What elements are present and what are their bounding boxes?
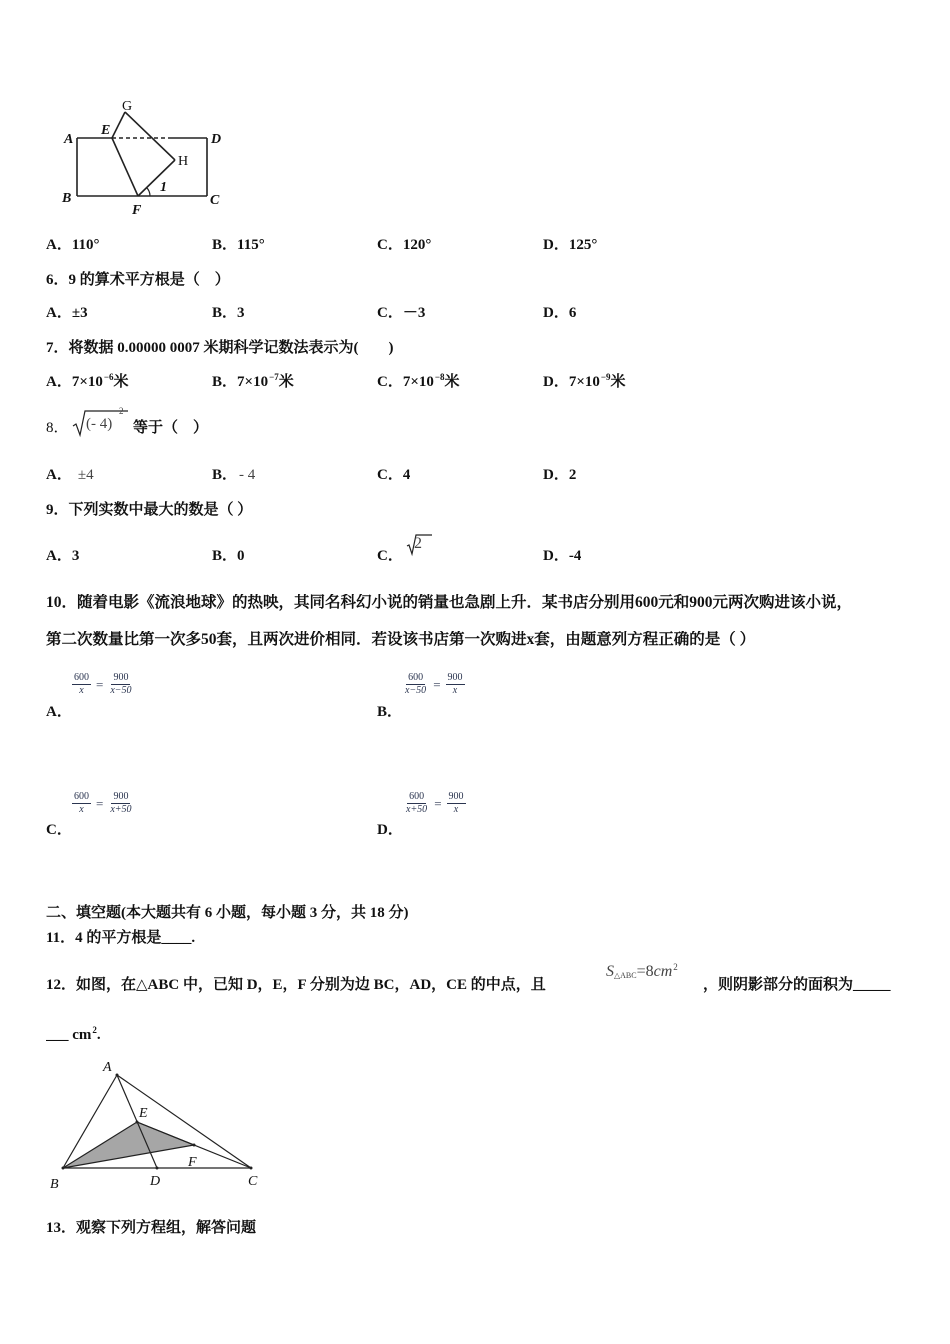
- shaded-triangle-bef: [63, 1122, 194, 1168]
- option-letter: C．: [377, 237, 403, 253]
- q7-option-b: [212, 373, 294, 391]
- denominator: x+50: [406, 804, 428, 815]
- option-letter: D．: [543, 305, 569, 321]
- denominator: x−50: [405, 685, 427, 696]
- option-unit: 米: [610, 374, 626, 390]
- q12-line2: [46, 1026, 101, 1044]
- option-text: -4: [568, 548, 582, 564]
- q8-option-c: [377, 466, 410, 484]
- option-letter: C．: [377, 548, 403, 564]
- q6-option-c: [377, 304, 425, 322]
- option-base: 7×10: [568, 374, 600, 390]
- option-text: 3: [237, 305, 245, 321]
- option-letter: C．: [377, 467, 403, 483]
- label-d: D: [150, 1174, 161, 1189]
- label-g: G: [122, 99, 133, 114]
- numerator: 600: [408, 672, 424, 683]
- option-exponent: −9: [600, 373, 611, 382]
- option-unit: 米: [278, 374, 294, 390]
- fraction-left: [403, 672, 428, 697]
- point-b: [62, 1167, 65, 1170]
- option-letter: A．: [46, 237, 72, 253]
- option-letter: B．: [212, 374, 238, 390]
- label-b: B: [62, 191, 72, 206]
- point-c: [250, 1167, 253, 1170]
- q7-option-a: [46, 373, 129, 391]
- area-symbol: S: [606, 963, 614, 980]
- q9-option-a: [46, 547, 79, 565]
- rectangle-fold-figure: [40, 90, 240, 220]
- q8-radicand: (- 4): [86, 416, 113, 432]
- fraction-right: [447, 791, 466, 816]
- point-d: [156, 1167, 159, 1170]
- option-text: 6: [568, 305, 577, 321]
- fraction-right: [108, 791, 133, 816]
- option-letter: B．: [212, 548, 238, 564]
- option-text: 110°: [71, 237, 100, 253]
- fraction-left: [404, 791, 429, 816]
- q8-option-b: [212, 466, 255, 484]
- q7-option-d: [543, 373, 626, 391]
- denominator: x: [79, 804, 84, 815]
- numerator: 900: [447, 672, 463, 683]
- option-base: 7×10: [402, 374, 434, 390]
- option-letter: C．: [377, 374, 403, 390]
- triangle-midpoint-figure: [40, 1055, 270, 1195]
- equals-sign: =: [433, 676, 441, 692]
- q12-stem-after: ，则阴影部分的面积为_____: [703, 977, 891, 993]
- point-a: [116, 1074, 119, 1077]
- option-text: 115°: [237, 237, 265, 253]
- fraction-right: [446, 672, 465, 697]
- label-f: F: [132, 203, 142, 218]
- period: .: [96, 1027, 101, 1043]
- q11-stem: 11．4 的平方根是____.: [46, 930, 196, 946]
- label-h: H: [178, 154, 189, 169]
- fraction-right: [108, 672, 133, 697]
- equals-sign: =: [434, 795, 442, 811]
- fraction-left: [72, 791, 91, 816]
- label-a: A: [103, 1060, 112, 1075]
- q10-option-a-equation: [72, 672, 134, 697]
- q10-option-d-letter: D．: [377, 822, 403, 838]
- q8-option-a: [46, 466, 94, 484]
- label-d: D: [211, 132, 222, 147]
- q7-stem: 7．将数据 0.00000 0007 米期科学记数法表示为( ): [46, 340, 394, 356]
- q8-tail: 等于（ ）: [133, 420, 209, 436]
- option-text: - 4: [239, 467, 256, 483]
- option-exponent: −7: [269, 373, 279, 382]
- numerator: 900: [113, 672, 129, 683]
- q9-option-d: [543, 547, 581, 565]
- q8-number: 8．: [46, 420, 69, 436]
- equals-sign: =: [96, 676, 104, 692]
- unit: cm: [72, 1027, 92, 1043]
- option-text: 125°: [568, 237, 598, 253]
- option-letter: A．: [46, 374, 72, 390]
- answer-blank: ___: [46, 1027, 69, 1043]
- q9-stem: 9．下列实数中最大的数是（ ）: [46, 502, 253, 518]
- q5-option-c: [377, 236, 431, 254]
- q10-option-c-letter: C．: [46, 822, 72, 838]
- q10-stem-line1: 10．随着电影《流浪地球》的热映，其同名科幻小说的销量也急剧上升．某书店分别用600元和900元两次购进该小说，: [46, 594, 853, 611]
- option-letter: A．: [46, 548, 72, 564]
- numerator: 600: [74, 672, 89, 683]
- q12-stem-before: 12．如图，在△ABC 中，已知 D，E，F 分别为边 BC，AD，CE 的中点，且: [46, 977, 546, 993]
- denominator: x: [453, 804, 459, 815]
- option-unit: 米: [113, 374, 129, 390]
- option-letter: D．: [543, 548, 569, 564]
- section-heading: 二、填空题(本大题共有 6 小题，每小题 3 分，共 18 分): [46, 905, 409, 921]
- q5-option-b: [212, 236, 265, 254]
- edge-g-h: [125, 112, 175, 160]
- option-text: 3: [71, 548, 80, 564]
- option-letter: D．: [543, 374, 569, 390]
- q5-option-d: [543, 236, 597, 254]
- numerator: 900: [448, 791, 464, 802]
- area-unit: cm: [653, 963, 673, 980]
- numerator: 600: [74, 791, 89, 802]
- option-letter: B．: [212, 467, 238, 483]
- q6-option-a: [46, 304, 88, 322]
- label-b: B: [50, 1177, 59, 1192]
- q10-option-b-letter: B．: [377, 704, 403, 720]
- denominator: x: [79, 685, 84, 696]
- option-base: 7×10: [71, 374, 103, 390]
- option-base: 7×10: [237, 374, 269, 390]
- option-text: ±4: [77, 467, 94, 483]
- label-e: E: [139, 1106, 148, 1121]
- q9-option-c: [377, 547, 403, 565]
- option-letter: C．: [377, 305, 403, 321]
- denominator: x−50: [110, 685, 132, 696]
- q6-option-d: [543, 304, 576, 322]
- angle-1-arc: [147, 188, 150, 196]
- option-letter: A．: [46, 467, 72, 483]
- q6-stem: 6．9 的算术平方根是（ ）: [46, 272, 230, 288]
- option-letter: A．: [46, 305, 72, 321]
- label-c: C: [248, 1174, 258, 1189]
- q10-option-c-equation: [72, 791, 134, 816]
- denominator: x: [452, 685, 458, 696]
- fraction-left: [72, 672, 91, 697]
- option-text: ±3: [71, 305, 88, 321]
- q10-option-d-equation: [404, 791, 466, 816]
- area-value: =8: [636, 963, 654, 980]
- q6-option-b: [212, 304, 245, 322]
- q10-option-b-equation: [403, 672, 465, 697]
- area-exponent: 2: [673, 962, 678, 972]
- label-c: C: [210, 193, 220, 208]
- q7-option-c: [377, 373, 460, 391]
- option-exponent: −6: [103, 373, 114, 382]
- q5-option-a: [46, 236, 100, 254]
- numerator: 600: [409, 791, 425, 802]
- q8-option-d: [543, 466, 576, 484]
- option-text: 120°: [402, 237, 432, 253]
- equals-sign: =: [96, 795, 104, 811]
- option-letter: D．: [543, 467, 569, 483]
- label-a: A: [64, 132, 74, 147]
- unit-exponent: 2: [92, 1026, 97, 1035]
- option-letter: D．: [543, 237, 569, 253]
- option-text: －3: [402, 305, 426, 321]
- edge-e-g: [112, 112, 125, 138]
- fold-line-e-f: [112, 138, 138, 196]
- numerator: 900: [113, 791, 129, 802]
- option-exponent: −8: [434, 373, 445, 382]
- point-f: [193, 1144, 196, 1147]
- q8-exponent: 2: [119, 406, 124, 416]
- option-letter: B．: [212, 305, 238, 321]
- q10-option-a-letter: A．: [46, 704, 72, 720]
- q13-stem: 13．观察下列方程组，解答问题: [46, 1220, 257, 1236]
- option-text: 4: [402, 467, 411, 483]
- denominator: x+50: [110, 804, 132, 815]
- q10-stem-line2: 第二次数量比第一次多50套，且两次进价相同．若设该书店第一次购进x套，由题意列方程正确的是（ ）: [46, 631, 756, 648]
- q9-option-b: [212, 547, 245, 565]
- label-angle-1: 1: [160, 180, 167, 195]
- edge-h-f: [138, 160, 175, 196]
- q12-area-expression: [606, 962, 678, 982]
- option-text: 0: [237, 548, 245, 564]
- label-f: F: [188, 1155, 197, 1170]
- option-letter: B．: [212, 237, 238, 253]
- option-unit: 米: [444, 374, 460, 390]
- label-e: E: [101, 123, 111, 138]
- area-subscript: △ABC: [614, 971, 637, 980]
- q9-option-c-radicand: 2: [414, 535, 422, 552]
- option-text: 2: [568, 467, 577, 483]
